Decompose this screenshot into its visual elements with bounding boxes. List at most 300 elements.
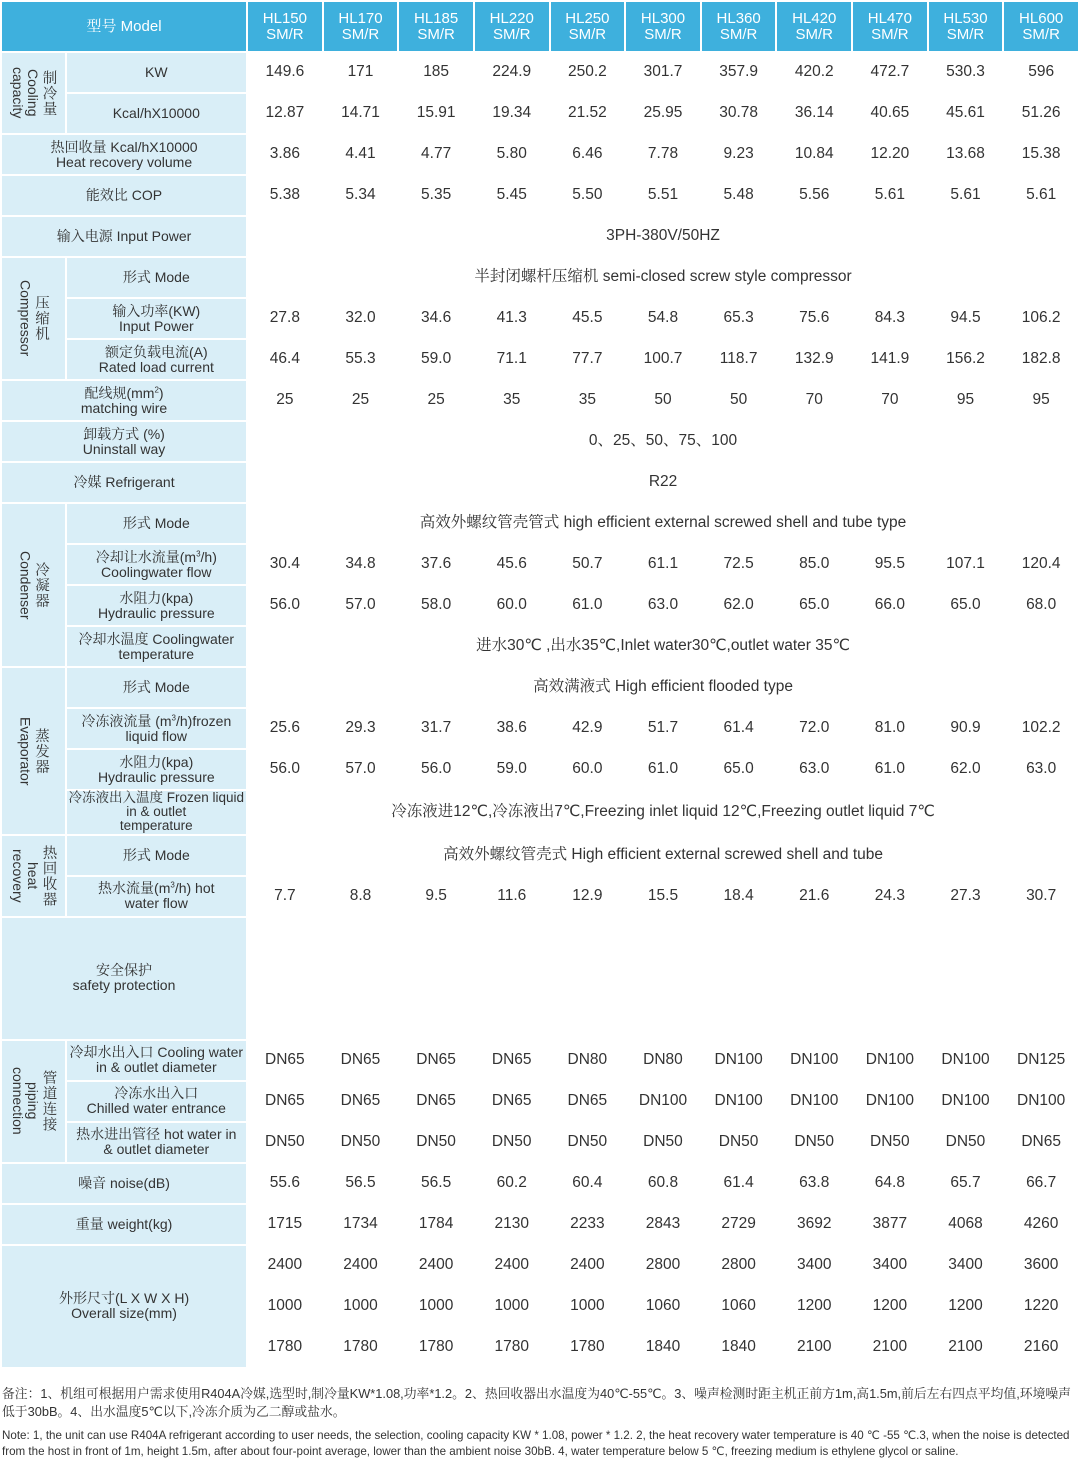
table-row-condenser-mode	[2, 504, 1078, 543]
value-cell: 2400	[399, 1246, 473, 1285]
value-cell: 65.7	[929, 1164, 1003, 1203]
value-cell: 120.4	[1004, 545, 1078, 584]
value-cell: 65.0	[702, 750, 776, 789]
group-piping-connection: 管道连接 piping connection	[2, 1041, 65, 1162]
table-row-hot-water-flow	[2, 877, 1078, 916]
table-row-compressor-mode	[2, 258, 1078, 297]
value-cell: 61.0	[853, 750, 927, 789]
value-cell: 60.8	[626, 1164, 700, 1203]
value-cell: 1000	[551, 1287, 625, 1326]
value-cell: 51.7	[626, 709, 700, 748]
row-label: 冷却水出入口 Cooling water in & outlet diameter	[67, 1041, 247, 1080]
value-cell: 61.4	[702, 709, 776, 748]
value-cell: 59.0	[475, 750, 549, 789]
value-cell: 1220	[1004, 1287, 1078, 1326]
value-cell: 25.95	[626, 94, 700, 133]
value-cell: 31.7	[399, 709, 473, 748]
value-cell: 1200	[929, 1287, 1003, 1326]
value-cell: 42.9	[551, 709, 625, 748]
value-cell: 1200	[853, 1287, 927, 1326]
row-label: 热回收量 Kcal/hX10000 Heat recovery volume	[2, 135, 246, 174]
value-cell: DN50	[626, 1123, 700, 1162]
table-row-compressor-power	[2, 299, 1078, 338]
value-cell: 59.0	[399, 340, 473, 379]
value-cell: 2800	[626, 1246, 700, 1285]
note-english: Note: 1, the unit can use R404A refrigerant according to user needs, the selection, cooling capacity KW * 1.08, power * 1.2. 2, the heat recovery water temperature is 40 ℃ -55 ℃.3, when the noise is detected from the host in front of 1m, height 1.5m, after about four-point average, lower than the ambient noise 30bB. 4, water temperature below 5 ℃, freezing medium is ethylene glycol or saline.	[2, 1429, 1070, 1458]
value-cell: 12.9	[551, 877, 625, 916]
model-header: HL420 SM/R	[777, 2, 851, 51]
value-cell: 5.35	[399, 176, 473, 215]
value-cell: DN100	[853, 1041, 927, 1080]
value-cell: 1000	[475, 1287, 549, 1326]
value-cell: 72.0	[777, 709, 851, 748]
value-cell: 7.7	[248, 877, 322, 916]
value-cell: 24.3	[853, 877, 927, 916]
group-evaporator: 蒸发器 Evaporator	[2, 668, 65, 834]
value-cell: DN100	[929, 1082, 1003, 1121]
value-cell: 2800	[702, 1246, 776, 1285]
merged-value: 进水30℃ ,出水35℃,Inlet water30℃,outlet water 35℃	[248, 627, 1078, 666]
table-row-evaporator-temperature	[2, 791, 1078, 834]
value-cell: 37.6	[399, 545, 473, 584]
value-cell: 1060	[702, 1287, 776, 1326]
model-label: 型号 Model	[2, 2, 246, 51]
value-cell: 15.91	[399, 94, 473, 133]
value-cell: 5.50	[551, 176, 625, 215]
value-cell: 5.51	[626, 176, 700, 215]
value-cell: 56.0	[248, 750, 322, 789]
value-cell: 4.41	[324, 135, 398, 174]
value-cell: 56.5	[324, 1164, 398, 1203]
value-cell: 55.6	[248, 1164, 322, 1203]
value-cell: 40.65	[853, 94, 927, 133]
row-label: 热水流量$(m^3/h)$ hot water flow	[67, 877, 247, 916]
value-cell: 5.56	[777, 176, 851, 215]
merged-value: 半封闭螺杆压缩机 semi-closed screw style compressor	[248, 258, 1078, 297]
value-cell: 1060	[626, 1287, 700, 1326]
value-cell: 185	[399, 53, 473, 92]
value-cell: DN50	[324, 1123, 398, 1162]
table-row-heat-recovery-mode	[2, 836, 1078, 875]
table-row-evaporator-flow	[2, 709, 1078, 748]
row-label: 冷冻水出入口 Chilled water entrance	[67, 1082, 247, 1121]
value-cell: 71.1	[475, 340, 549, 379]
value-cell: 25	[248, 381, 322, 420]
table-row-evaporator-mode	[2, 668, 1078, 707]
value-cell: DN65	[324, 1082, 398, 1121]
value-cell: 2400	[551, 1246, 625, 1285]
value-cell: 3400	[929, 1246, 1003, 1285]
value-cell: 3400	[853, 1246, 927, 1285]
row-label: 额定负载电流(A) Rated load current	[67, 340, 247, 379]
value-cell: 4.77	[399, 135, 473, 174]
value-cell: 65.0	[777, 586, 851, 625]
table-row-safety-protection	[2, 918, 1078, 1039]
value-cell: DN65	[551, 1082, 625, 1121]
row-label: 噪音 noise(dB)	[2, 1164, 246, 1203]
value-cell: 3692	[777, 1205, 851, 1244]
value-cell: 2729	[702, 1205, 776, 1244]
value-cell: 56.0	[248, 586, 322, 625]
value-cell: 2100	[929, 1328, 1003, 1367]
row-label: 冷却水温度 Coolingwater temperature	[67, 627, 247, 666]
value-cell: 9.23	[702, 135, 776, 174]
value-cell: 72.5	[702, 545, 776, 584]
value-cell: 182.8	[1004, 340, 1078, 379]
table-row-cooling-kw	[2, 53, 1078, 92]
value-cell: 1000	[248, 1287, 322, 1326]
value-cell: DN80	[551, 1041, 625, 1080]
value-cell: 357.9	[702, 53, 776, 92]
value-cell: 12.20	[853, 135, 927, 174]
value-cell: 25	[399, 381, 473, 420]
table-row-heat-recovery-volume	[2, 135, 1078, 174]
header-row	[2, 2, 1078, 51]
value-cell: 63.0	[626, 586, 700, 625]
value-cell: 250.2	[551, 53, 625, 92]
value-cell: 5.48	[702, 176, 776, 215]
merged-value: R22	[248, 463, 1078, 502]
value-cell: 2100	[853, 1328, 927, 1367]
value-cell: 95	[1004, 381, 1078, 420]
row-label: 热水进出管径 hot water in & outlet diameter	[67, 1123, 247, 1162]
value-cell: 5.38	[248, 176, 322, 215]
model-header: HL150 SM/R	[248, 2, 322, 51]
value-cell: 56.0	[399, 750, 473, 789]
value-cell: 102.2	[1004, 709, 1078, 748]
value-cell: 15.38	[1004, 135, 1078, 174]
value-cell: 34.8	[324, 545, 398, 584]
value-cell: DN100	[777, 1082, 851, 1121]
model-header: HL530 SM/R	[929, 2, 1003, 51]
row-label: 形式 Mode	[67, 836, 247, 875]
value-cell: 41.3	[475, 299, 549, 338]
value-cell: DN100	[853, 1082, 927, 1121]
value-cell: DN50	[399, 1123, 473, 1162]
value-cell: 149.6	[248, 53, 322, 92]
value-cell: 50	[626, 381, 700, 420]
table-row-noise	[2, 1164, 1078, 1203]
model-header: HL170 SM/R	[324, 2, 398, 51]
table-row-input-power	[2, 217, 1078, 256]
row-label: 形式 Mode	[67, 504, 247, 543]
model-header: HL470 SM/R	[853, 2, 927, 51]
value-cell: 2400	[248, 1246, 322, 1285]
value-cell: 5.80	[475, 135, 549, 174]
merged-value: 高效外螺纹管壳管式 high efficient external screwed shell and tube type	[248, 504, 1078, 543]
value-cell: 11.6	[475, 877, 549, 916]
table-row-evaporator-pressure	[2, 750, 1078, 789]
value-cell: 2100	[777, 1328, 851, 1367]
value-cell: DN100	[777, 1041, 851, 1080]
value-cell: DN100	[929, 1041, 1003, 1080]
value-cell: DN65	[475, 1082, 549, 1121]
value-cell: 55.3	[324, 340, 398, 379]
value-cell: 63.8	[777, 1164, 851, 1203]
value-cell: 141.9	[853, 340, 927, 379]
value-cell: 5.61	[1004, 176, 1078, 215]
value-cell: DN50	[777, 1123, 851, 1162]
value-cell: 530.3	[929, 53, 1003, 92]
value-cell: 60.2	[475, 1164, 549, 1203]
value-cell: 66.7	[1004, 1164, 1078, 1203]
value-cell: 8.8	[324, 877, 398, 916]
value-cell: 95	[929, 381, 1003, 420]
value-cell: 45.6	[475, 545, 549, 584]
value-cell: 54.8	[626, 299, 700, 338]
value-cell: DN65	[248, 1041, 322, 1080]
value-cell: 64.8	[853, 1164, 927, 1203]
table-row-condenser-pressure	[2, 586, 1078, 625]
value-cell: 56.5	[399, 1164, 473, 1203]
value-cell: 75.6	[777, 299, 851, 338]
row-label: 输入功率(KW) Input Power	[67, 299, 247, 338]
value-cell: 32.0	[324, 299, 398, 338]
row-label: 输入电源 Input Power	[2, 217, 246, 256]
value-cell: 2400	[324, 1246, 398, 1285]
merged-value: 高效外螺纹管壳式 High efficient external screwed shell and tube	[248, 836, 1078, 875]
value-cell: 420.2	[777, 53, 851, 92]
group-compressor: 压缩机 Compressor	[2, 258, 65, 379]
value-cell: 224.9	[475, 53, 549, 92]
value-cell: 30.7	[1004, 877, 1078, 916]
value-cell: 106.2	[1004, 299, 1078, 338]
value-cell: 1780	[475, 1328, 549, 1367]
value-cell: DN50	[248, 1123, 322, 1162]
row-label: 水阻力(kpa) Hydraulic pressure	[67, 586, 247, 625]
merged-value: 0、25、50、75、100	[248, 422, 1078, 461]
value-cell: 58.0	[399, 586, 473, 625]
value-cell: 25	[324, 381, 398, 420]
table-row-pipe-cooling	[2, 1041, 1078, 1080]
value-cell: 1840	[702, 1328, 776, 1367]
row-label: 安全保护 safety protection	[2, 918, 246, 1039]
value-cell: 27.8	[248, 299, 322, 338]
value-cell: DN65	[399, 1082, 473, 1121]
value-cell: 18.4	[702, 877, 776, 916]
row-label: 配线规$(mm^2)$ matching wire	[2, 381, 246, 420]
value-cell: 90.9	[929, 709, 1003, 748]
group-heat-recovery: 热回收器 heat recovery	[2, 836, 65, 916]
value-cell: 3400	[777, 1246, 851, 1285]
value-cell: 66.0	[853, 586, 927, 625]
value-cell: 61.0	[626, 750, 700, 789]
value-cell: 62.0	[702, 586, 776, 625]
value-cell: 21.6	[777, 877, 851, 916]
value-cell: DN125	[1004, 1041, 1078, 1080]
value-cell: 301.7	[626, 53, 700, 92]
value-cell: 85.0	[777, 545, 851, 584]
table-row-pipe-chilled	[2, 1082, 1078, 1121]
safety-protection-value	[248, 918, 1078, 1039]
value-cell: 10.84	[777, 135, 851, 174]
table-row-condenser-temperature	[2, 627, 1078, 666]
row-label: 水阻力(kpa) Hydraulic pressure	[67, 750, 247, 789]
value-cell: 34.6	[399, 299, 473, 338]
value-cell: 107.1	[929, 545, 1003, 584]
value-cell: 30.78	[702, 94, 776, 133]
value-cell: 21.52	[551, 94, 625, 133]
row-label: 冷媒 Refrigerant	[2, 463, 246, 502]
value-cell: 596	[1004, 53, 1078, 92]
value-cell: 35	[551, 381, 625, 420]
value-cell: 60.4	[551, 1164, 625, 1203]
value-cell: DN100	[702, 1041, 776, 1080]
value-cell: 4260	[1004, 1205, 1078, 1244]
value-cell: 2400	[475, 1246, 549, 1285]
value-cell: DN50	[475, 1123, 549, 1162]
table-row-refrigerant	[2, 463, 1078, 502]
value-cell: DN100	[702, 1082, 776, 1121]
value-cell: 118.7	[702, 340, 776, 379]
value-cell: 65.3	[702, 299, 776, 338]
value-cell: 63.0	[777, 750, 851, 789]
row-label: 冷冻液出入温度 Frozen liquid in & outlet temperature	[68, 790, 245, 834]
table-row-cooling-kcal	[2, 94, 1078, 133]
merged-value: 高效满液式 High efficient flooded type	[248, 668, 1078, 707]
value-cell: 472.7	[853, 53, 927, 92]
table-row-cop	[2, 176, 1078, 215]
value-cell: DN65	[1004, 1123, 1078, 1162]
value-cell: DN50	[853, 1123, 927, 1162]
value-cell: 1200	[777, 1287, 851, 1326]
value-cell: 38.6	[475, 709, 549, 748]
row-label: 冷冻液流量 $(m^3/h)frozen$ liquid flow	[67, 709, 247, 748]
value-cell: 1000	[324, 1287, 398, 1326]
value-cell: 5.61	[853, 176, 927, 215]
table-row-weight	[2, 1205, 1078, 1244]
table-row-uninstall-way	[2, 422, 1078, 461]
value-cell: DN100	[626, 1082, 700, 1121]
model-header: HL185 SM/R	[399, 2, 473, 51]
value-cell: 63.0	[1004, 750, 1078, 789]
value-cell: 70	[853, 381, 927, 420]
value-cell: 50.7	[551, 545, 625, 584]
table-row-compressor-current	[2, 340, 1078, 379]
model-header: HL360 SM/R	[702, 2, 776, 51]
value-cell: DN100	[1004, 1082, 1078, 1121]
value-cell: 3600	[1004, 1246, 1078, 1285]
row-label: 形式 Mode	[67, 258, 247, 297]
value-cell: 5.61	[929, 176, 1003, 215]
value-cell: 3.86	[248, 135, 322, 174]
value-cell: 1734	[324, 1205, 398, 1244]
row-label: 形式 Mode	[67, 668, 247, 707]
value-cell: 2233	[551, 1205, 625, 1244]
value-cell: 65.0	[929, 586, 1003, 625]
value-cell: 6.46	[551, 135, 625, 174]
value-cell: 156.2	[929, 340, 1003, 379]
row-label: 外形尺寸(L X W X H) Overall size(mm)	[2, 1246, 246, 1367]
value-cell: 5.45	[475, 176, 549, 215]
row-label: Kcal/hX10000	[67, 94, 247, 133]
model-header: HL250 SM/R	[551, 2, 625, 51]
value-cell: DN50	[551, 1123, 625, 1162]
model-header: HL300 SM/R	[626, 2, 700, 51]
value-cell: 7.78	[626, 135, 700, 174]
value-cell: 68.0	[1004, 586, 1078, 625]
value-cell: 2130	[475, 1205, 549, 1244]
row-label: KW	[67, 53, 247, 92]
value-cell: 62.0	[929, 750, 1003, 789]
value-cell: 36.14	[777, 94, 851, 133]
value-cell: 9.5	[399, 877, 473, 916]
value-cell: 30.4	[248, 545, 322, 584]
value-cell: 1780	[324, 1328, 398, 1367]
value-cell: 57.0	[324, 750, 398, 789]
merged-value: 冷冻液进12℃,冷冻液出7℃,Freezing inlet liquid 12℃,Freezing outlet liquid 7℃	[248, 791, 1078, 834]
value-cell: 13.68	[929, 135, 1003, 174]
value-cell: 5.34	[324, 176, 398, 215]
value-cell: DN65	[399, 1041, 473, 1080]
value-cell: 29.3	[324, 709, 398, 748]
value-cell: DN50	[702, 1123, 776, 1162]
value-cell: 132.9	[777, 340, 851, 379]
value-cell: 46.4	[248, 340, 322, 379]
row-label: 冷却让水流量$(m^3/h)$ Coolingwater flow	[67, 545, 247, 584]
value-cell: 27.3	[929, 877, 1003, 916]
value-cell: 1715	[248, 1205, 322, 1244]
value-cell: 12.87	[248, 94, 322, 133]
value-cell: 94.5	[929, 299, 1003, 338]
value-cell: 50	[702, 381, 776, 420]
table-row-condenser-flow	[2, 545, 1078, 584]
value-cell: 45.61	[929, 94, 1003, 133]
table-row-size-length	[2, 1246, 1078, 1285]
table-row-pipe-hot	[2, 1123, 1078, 1162]
group-cooling-capacity: 制冷量 Cooling capacity	[2, 53, 65, 133]
value-cell: 3877	[853, 1205, 927, 1244]
value-cell: DN65	[248, 1082, 322, 1121]
value-cell: DN65	[324, 1041, 398, 1080]
note-chinese: 备注：1、机组可根据用户需求使用R404A冷媒,选型时,制冷量KW*1.08,功率*1.2。2、热回收器出水温度为40℃-55℃。3、噪声检测时距主机正前方1m,高1.5m,前后左右四点平均值,环境噪声低于30bB。4、出水温度5℃以下,冷冻介质为乙二醇或盐水。	[2, 1386, 1071, 1419]
value-cell: 25.6	[248, 709, 322, 748]
value-cell: 61.0	[551, 586, 625, 625]
value-cell: 35	[475, 381, 549, 420]
value-cell: 15.5	[626, 877, 700, 916]
row-label: 卸载方式 (%) Uninstall way	[2, 422, 246, 461]
value-cell: 2843	[626, 1205, 700, 1244]
group-condenser: 冷凝器 Condenser	[2, 504, 65, 666]
value-cell: 57.0	[324, 586, 398, 625]
table-row-matching-wire	[2, 381, 1078, 420]
model-header: HL220 SM/R	[475, 2, 549, 51]
value-cell: 19.34	[475, 94, 549, 133]
value-cell: 1780	[551, 1328, 625, 1367]
value-cell: DN80	[626, 1041, 700, 1080]
value-cell: 51.26	[1004, 94, 1078, 133]
value-cell: 84.3	[853, 299, 927, 338]
merged-value: 3PH-380V/50HZ	[248, 217, 1078, 256]
value-cell: 60.0	[551, 750, 625, 789]
value-cell: 1840	[626, 1328, 700, 1367]
value-cell: 4068	[929, 1205, 1003, 1244]
value-cell: DN50	[929, 1123, 1003, 1162]
row-label: 能效比 COP	[2, 176, 246, 215]
value-cell: 95.5	[853, 545, 927, 584]
value-cell: 61.4	[702, 1164, 776, 1203]
value-cell: 1000	[399, 1287, 473, 1326]
value-cell: 1784	[399, 1205, 473, 1244]
value-cell: 77.7	[551, 340, 625, 379]
model-header: HL600 SM/R	[1004, 2, 1078, 51]
value-cell: DN65	[475, 1041, 549, 1080]
value-cell: 2160	[1004, 1328, 1078, 1367]
value-cell: 81.0	[853, 709, 927, 748]
value-cell: 45.5	[551, 299, 625, 338]
value-cell: 61.1	[626, 545, 700, 584]
value-cell: 100.7	[626, 340, 700, 379]
